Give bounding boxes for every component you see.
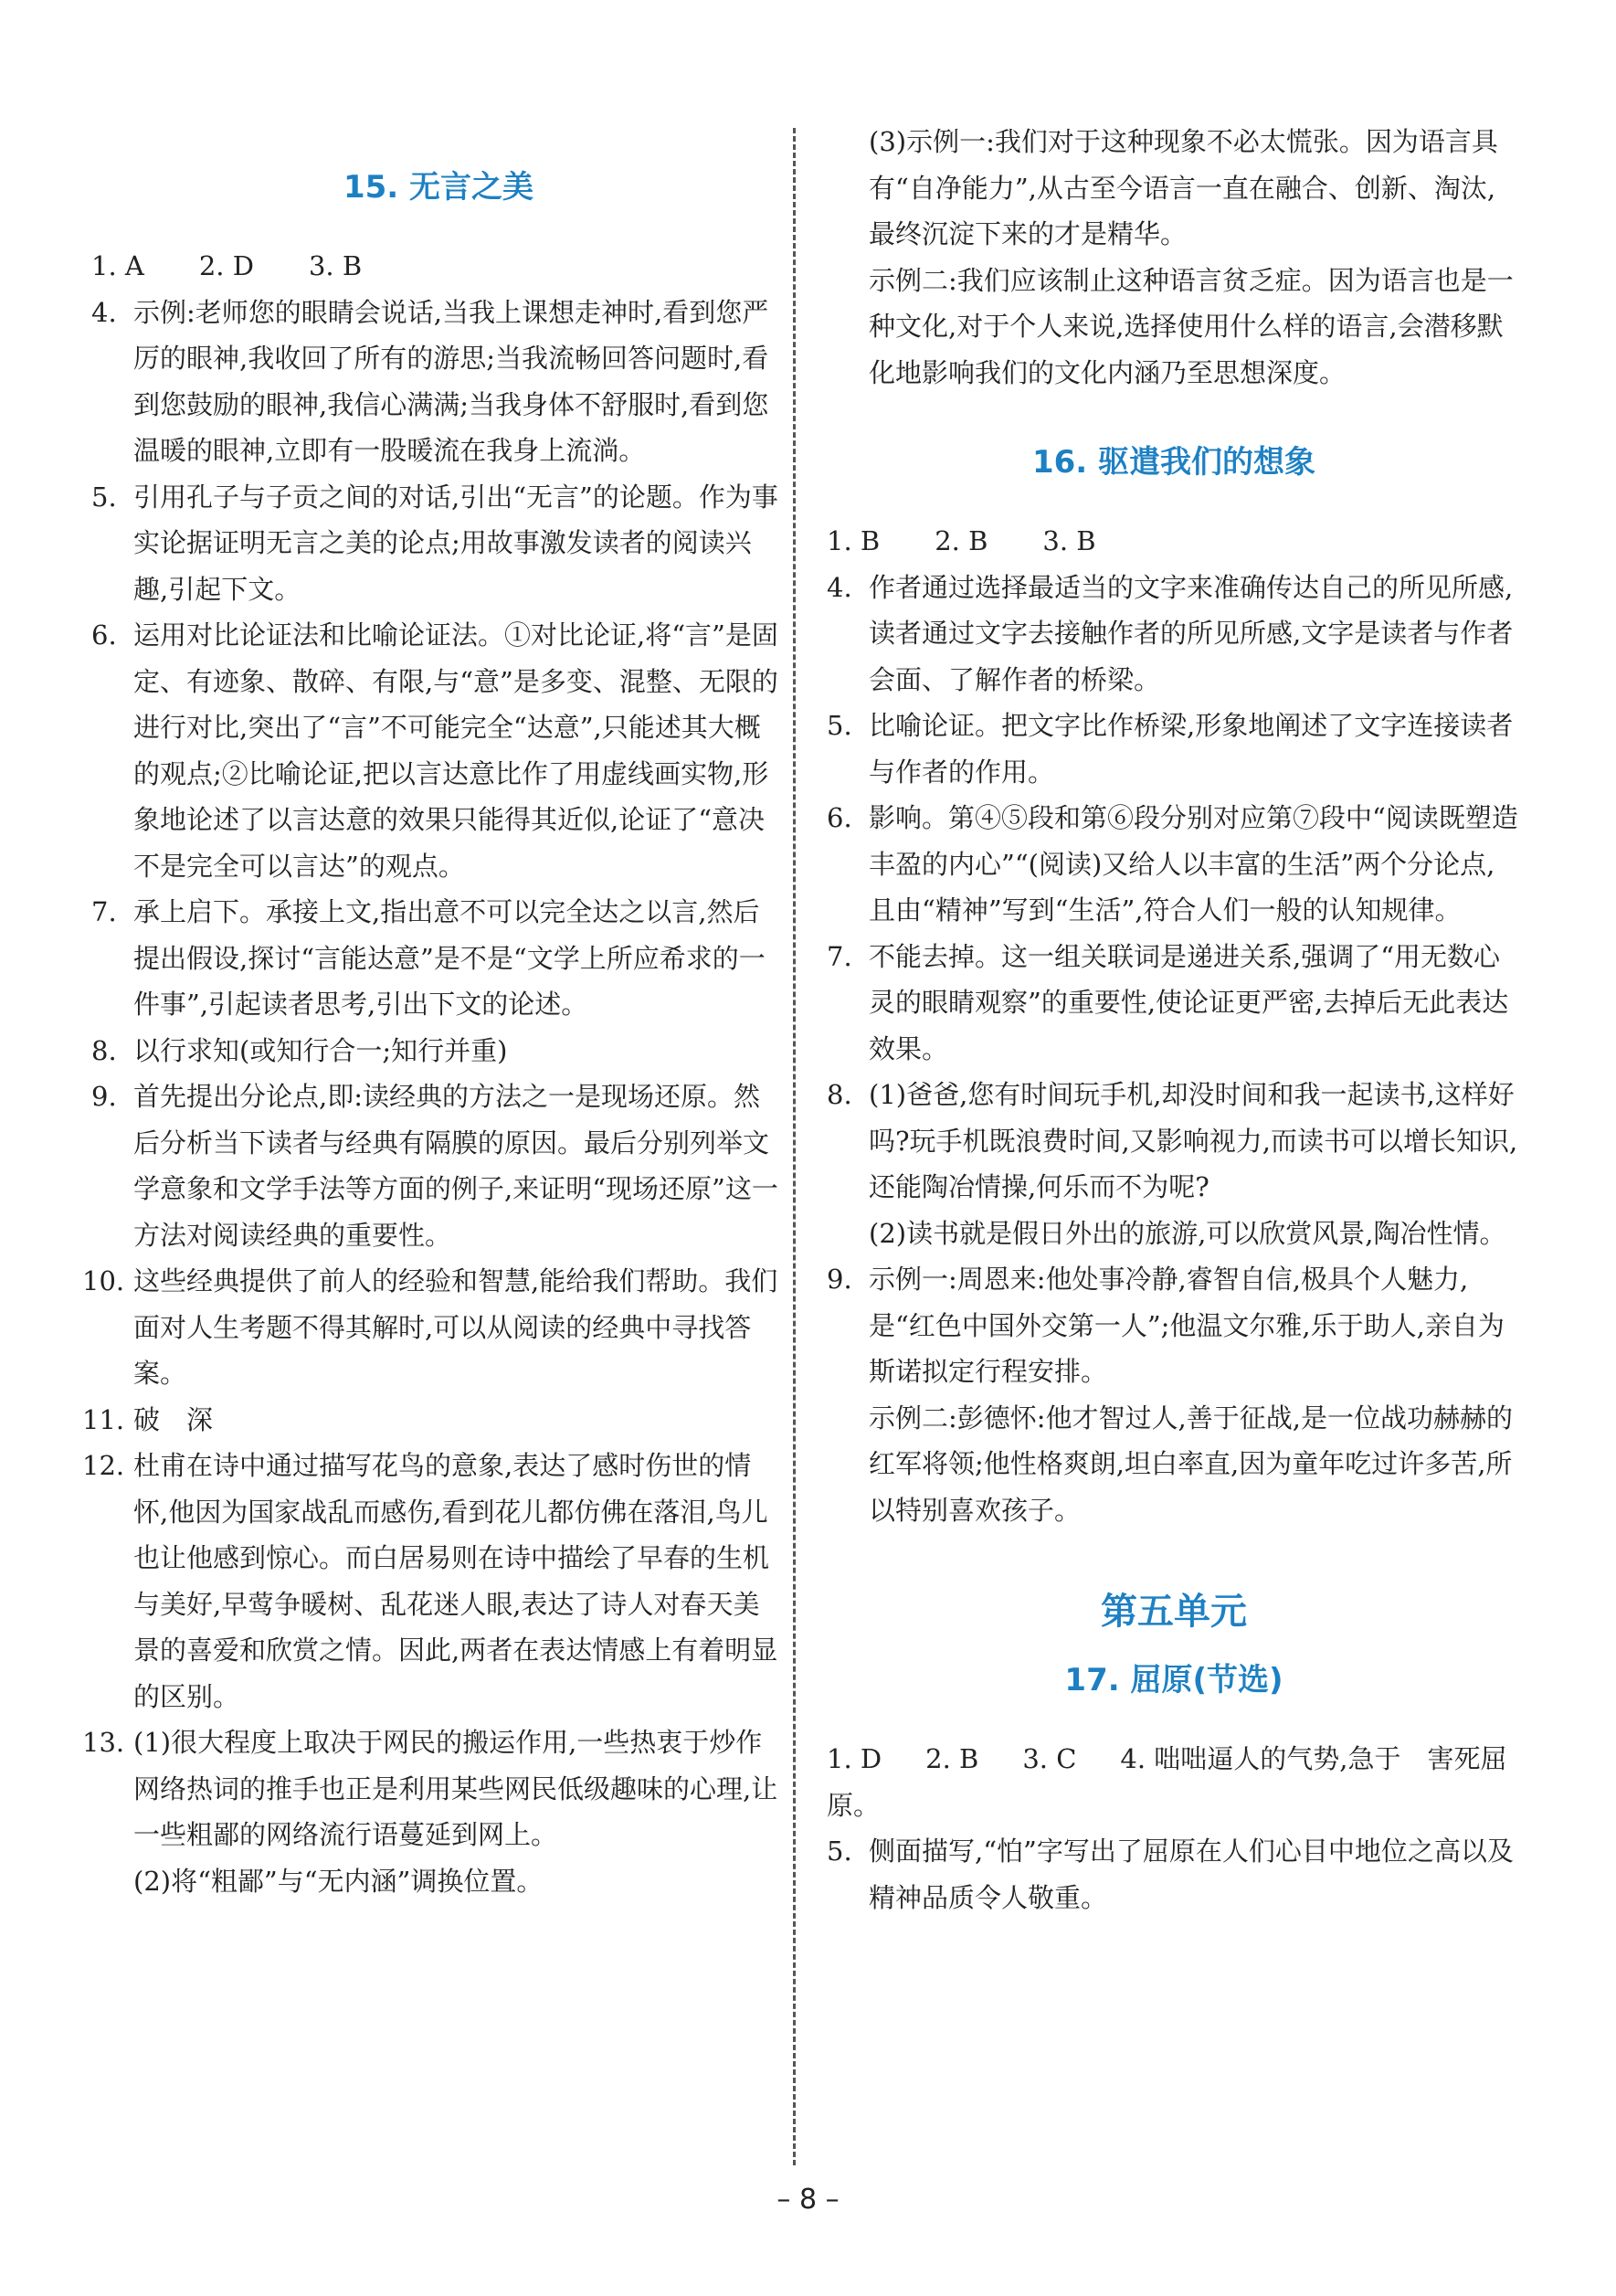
left-column [82,119,786,1904]
item-text: 侧面描写,“怕”字写出了屈原在人们心目中地位之高以及精神品质令人敬重。 [869,1836,1514,1913]
item-text: (1)爸爸,您有时间玩手机,却没时间和我一起读书,这样好吗?玩手机既浪费时间,又影响视力,而读书可以增长知识,还能陶冶情操,何乐而不为呢? [869,1079,1518,1202]
item-text: 承上启下。承接上文,指出意不可以完全达之以言,然后提出假设,探讨“言能达意”是不是“文学上所应希求的一件事”,引起读者思考,引出下文的论述。 [133,896,766,1020]
answer-item [82,1719,786,1858]
answer-item [82,1443,786,1719]
item-number: 8. [91,1034,117,1066]
item-text: 比喻论证。把文字比作桥梁,形象地阐述了文字连接读者与作者的作用。 [869,710,1514,788]
section-title-15: 15. 无言之美 [343,169,534,206]
item-number: 11. [82,1403,125,1435]
item-number: 12. [82,1450,125,1481]
answer-item [827,1828,1521,1920]
item-text: 示例一:周恩来:他处事冷静,睿智自信,极具个人魅力,是“红色中国外交第一人”;他温文尔雅,乐于助人,亲自为斯诺拟定行程安排。 [869,1264,1505,1387]
item-number: 10. [82,1265,125,1296]
item-number: 4. [91,296,117,328]
answer-continuation: 示例二:彭德怀:他才智过人,善于征战,是一位战功赫赫的红军将领;他性格爽朗,坦白率直,因为童年吃过许多苦,所以特别喜欢孩子。 [869,1402,1513,1526]
answer-item [827,1072,1521,1211]
choices-17 [827,1736,1521,1828]
item-number: 8. [827,1079,852,1110]
answer-continuation: 示例二:我们应该制止这种语言贫乏症。因为语言也是一种文化,对于个人来说,选择使用什么样的语言,会潜移默化地影响我们的文化内涵乃至思想深度。 [869,264,1514,388]
choice-answer: 1. A [91,250,144,281]
page-number: – 8 – [776,2184,840,2216]
choices-15 [91,243,786,290]
item-number: 9. [827,1264,852,1295]
choice-answer: 3. B [1042,525,1096,556]
item-text: (1)很大程度上取决于网民的搬运作用,一些热衷于炒作网络热词的推手也正是利用某些网民低级趣味的心理,让一些粗鄙的网络流行语蔓延到网上。 [133,1727,778,1850]
item-number: 13. [82,1727,125,1758]
item-text: 示例:老师您的眼睛会说话,当我上课想走神时,看到您严厉的眼神,我收回了所有的游思;当我流畅回答问题时,看到您鼓励的眼神,我信心满满;当我身体不舒服时,看到您温暖的眼神,立即有一股暖流在我身上流淌。 [133,296,769,466]
answer-item [91,474,786,613]
item-text: 以行求知(或知行合一;知行并重) [133,1034,508,1066]
item-number: 4. [827,571,852,603]
item-number: 7. [827,940,852,972]
item-text: 影响。第④⑤段和第⑥段分别对应第⑦段中“阅读既塑造丰盈的内心”“(阅读)又给人以丰富的生活”两个分论点,且由“精神”写到“生活”,符合人们一般的认知规律。 [869,802,1518,926]
answer-item [827,703,1521,795]
choices-16 [827,518,1521,565]
unit-title: 第五单元 [1101,1591,1247,1633]
item-number: 6. [827,802,852,833]
item-number: 9. [91,1081,117,1112]
answer-item [91,1074,786,1258]
item-text: 引用孔子与子贡之间的对话,引出“无言”的论题。作为事实论据证明无言之美的论点;用故事激发读者的阅读兴趣,引起下文。 [133,481,778,605]
item-text: 4. 咄咄逼人的气势,急于 害死屈原。 [827,1743,1507,1821]
answer-item [82,1397,786,1444]
answer-continuation: (3)示例一:我们对于这种现象不必太慌张。因为语言具有“自净能力”,从古至今语言一直在融合、创新、淘汰,最终沉淀下来的才是精华。 [869,126,1498,249]
choice-answer: 2. B [935,525,988,556]
answer-item [827,565,1521,704]
answer-continuation: (2)将“粗鄙”与“无内涵”调换位置。 [133,1865,544,1897]
item-number: 6. [91,619,117,651]
answer-item [827,795,1521,934]
answer-item [827,1256,1521,1395]
answer-item [82,1258,786,1397]
choice-answer: 1. D [827,1743,882,1774]
item-text: 作者通过选择最适当的文字来准确传达自己的所见所感,读者通过文字去接触作者的所见所感,文字是读者与作者会面、了解作者的桥梁。 [869,571,1514,695]
choice-answer: 2. D [198,250,254,281]
column-divider [793,128,796,2165]
answer-item [91,889,786,1028]
choice-answer: 3. C [1022,1743,1077,1774]
answer-item [91,612,786,889]
item-number: 7. [91,896,117,927]
section-title-17: 17. 屈原(节选) [1064,1662,1283,1698]
choice-answer: 2. B [925,1743,979,1774]
answer-continuation: (2)读书就是假日外出的旅游,可以欣赏风景,陶冶性情。 [869,1217,1506,1249]
item-text: 运用对比论证法和比喻论证法。①对比论证,将“言”是固定、有迹象、散碎、有限,与“意”是多变、混整、无限的进行对比,突出了“言”不可能完全“达意”,只能述其大概的观点;②比喻论证,把以言达意比作了用虚线画实物,形象地论述了以言达意的效果只能得其近似,论证了“意决不是完全可以言达”的观点。 [133,619,778,882]
answer-item [827,934,1521,1073]
section-title-16: 16. 驱遣我们的想象 [1031,444,1316,481]
item-text: 杜甫在诗中通过描写花鸟的意象,表达了感时伤世的情怀,他因为国家战乱而感伤,看到花儿都仿佛在落泪,鸟儿也让他感到惊心。而白居易则在诗中描绘了早春的生机与美好,早莺争暖树、乱花迷人眼,表达了诗人对春天美景的喜爱和欣赏之情。因此,两者在表达情感上有着明显的区别。 [133,1450,778,1712]
answer-item [91,290,786,474]
item-text: 这些经典提供了前人的经验和智慧,能给我们帮助。我们面对人生考题不得其解时,可以从阅读的经典中寻找答案。 [133,1265,778,1389]
item-number: 5. [91,481,117,513]
right-column [827,119,1521,1920]
item-number: 5. [827,710,852,741]
item-text: 首先提出分论点,即:读经典的方法之一是现场还原。然后分析当下读者与经典有隔膜的原因。最后分别列举文学意象和文学手法等方面的例子,来证明“现场还原”这一方法对阅读经典的重要性。 [133,1081,778,1251]
answer-item [91,1028,786,1074]
item-text: 不能去掉。这一组关联词是递进关系,强调了“用无数心灵的眼睛观察”的重要性,使论证更严密,去掉后无此表达效果。 [869,940,1509,1064]
item-text: 破 深 [133,1403,214,1435]
item-number: 5. [827,1836,852,1867]
choice-answer: 1. B [827,525,881,556]
choice-answer: 3. B [308,250,363,281]
